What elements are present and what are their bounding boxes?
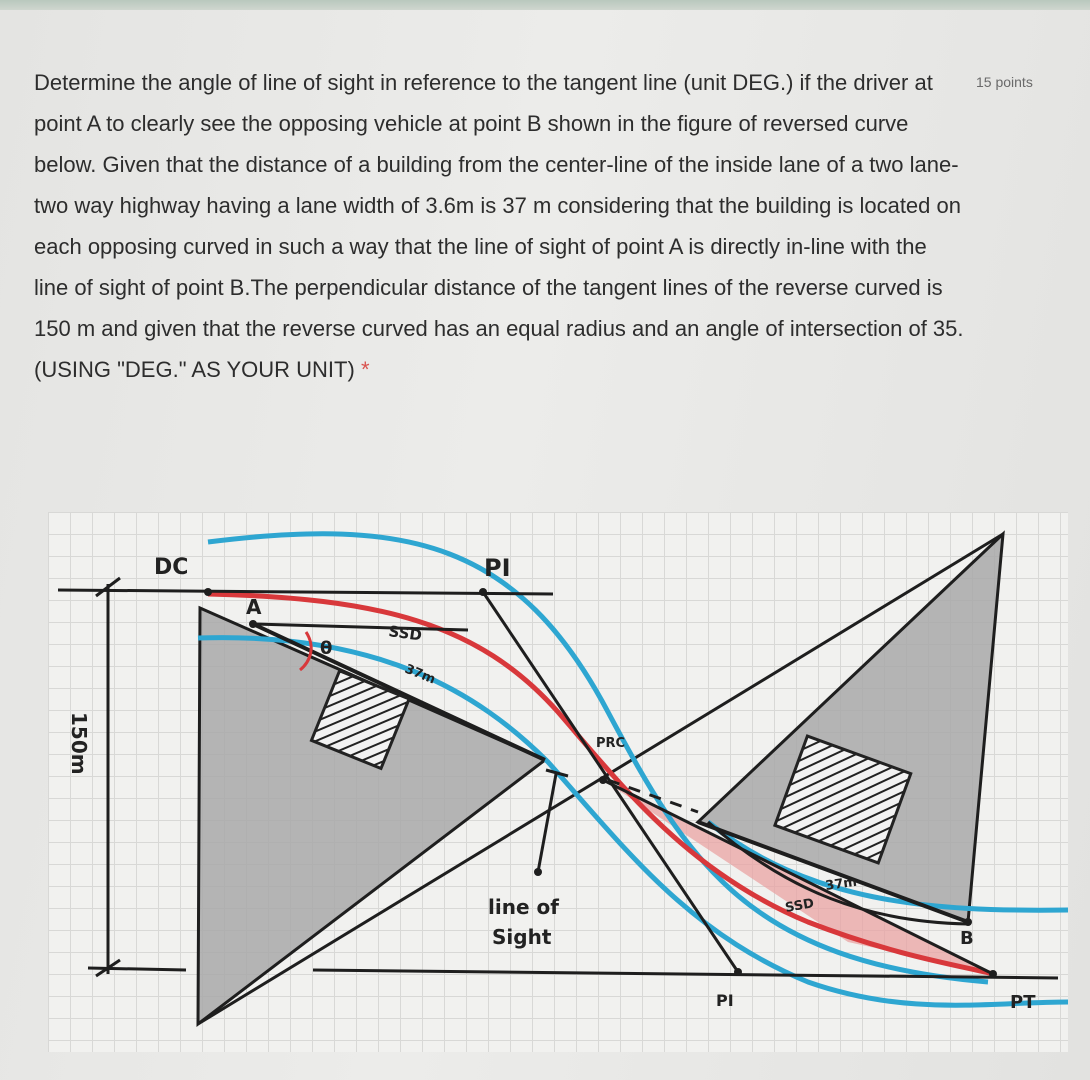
label-prc: PRC [596,736,626,751]
label-pt: PT [1010,992,1036,1013]
point-dc [204,588,212,596]
label-dim-a: 37m [402,661,438,688]
label-theta-a: θ [320,638,333,659]
bottom-tangent [313,970,1058,978]
label-ssd-b: SSD [784,896,816,916]
top-strip [0,0,1090,10]
label-ssd-a: SSD [387,622,424,645]
top-tangent [58,590,553,594]
point-pi-bottom [734,968,742,976]
label-b: B [960,928,974,949]
point-b [964,918,972,926]
required-marker: * [360,357,370,382]
label-distance: 150m [67,712,91,775]
points-badge: 15 points [976,74,1033,90]
label-sight: Sight [492,925,552,949]
point-pt [989,970,997,978]
reverse-curve-figure [48,512,1068,1052]
point-prc [599,776,607,784]
sight-pointer [538,774,556,872]
label-line-of: line of [488,895,559,919]
label-dc: DC [154,555,189,580]
point-a [249,620,257,628]
label-pi-top: PI [484,554,511,582]
question-text [34,62,964,390]
left-bottom-stub [88,968,186,970]
point-pi-top [479,588,487,596]
label-a: A [246,595,262,619]
label-pi-bottom: PI [716,991,734,1010]
label-dim-b: 37m [824,874,858,894]
question-body: Determine the angle of line of sight in reference to the tangent line (unit DEG.) if the driver at point A to clearly see the opposing vehicle at point B shown in the figure of reversed curve below. Given that the distance of a building from the center-line of the inside lane of a two lane-two way highway having a lane width of 3.6m is 37 m considering that the building is located on each opposing curved in such a way that the line of sight of point A is directly in-line with the line of sight of point B.The perpendicular distance of the tangent lines of the reverse curved is 150 m and given that the reverse curved has an equal radius and an angle of intersection of 35. (USING "DEG." AS YOUR UNIT) [34,70,964,382]
sight-pointer-dot [534,868,542,876]
left-sight-triangle [198,608,545,1024]
figure-drawing [48,512,1068,1052]
